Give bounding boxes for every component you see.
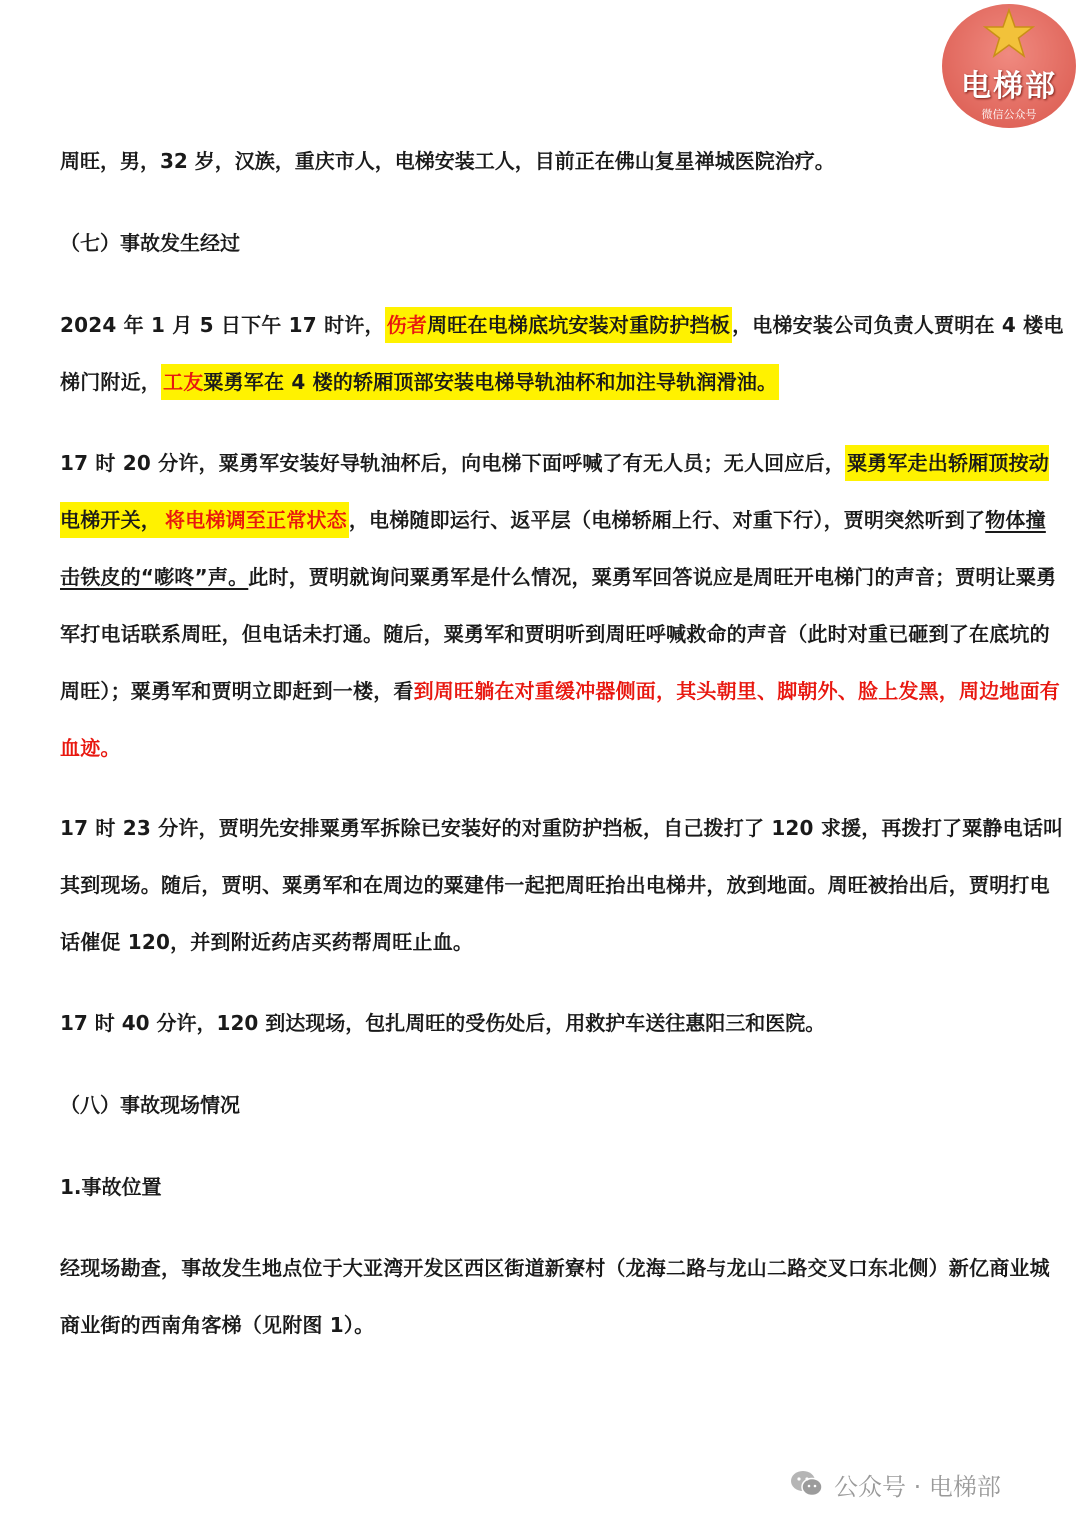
section-heading-8: （八）事故现场情况 [60, 1093, 240, 1117]
logo-badge [942, 4, 1076, 128]
paragraph-rescue: 17 时 23 分许，贾明先安排粟勇军拆除已安装好的对重防护挡板，自己拨打了 120 求援，再拨打了粟静电话叫其到现场。随后，贾明、粟勇军和在周边的粟建伟一起把周旺抬出电梯井，放到地面。周旺被抬出后，贾明打电话催促 120，并到附近药店买药帮周旺止血。 [60, 816, 1064, 954]
section-heading-7: （七）事故发生经过 [60, 231, 240, 255]
text-segment: ，电梯随即运行、返平层（电梯轿厢上行、对重下行），贾明突然听到了 [348, 508, 986, 532]
red-label-coworker: 工友 [163, 370, 204, 394]
highlight-normal-state: 将电梯调至正常状态 [163, 502, 349, 538]
paragraph-ambulance: 17 时 40 分许，120 到达现场，包扎周旺的受伤处后，用救护车送往惠阳三和医院。 [60, 1011, 826, 1035]
wechat-icon [790, 1469, 824, 1499]
text-segment: ，电梯安装公司负责人贾明在 4 楼电梯门附近， [60, 313, 1064, 394]
highlight-injured [385, 307, 732, 343]
text-segment: 此时，贾明就询问粟勇军是什么情况，粟勇军回答说应是周旺开电梯门的声音；贾明让粟勇军打电话联系周旺，但电话未打通。随后，粟勇军和贾明听到周旺呼喊救命的声音（此时对重已砸到了在底坑的周旺）；粟勇军和贾明立即赶到一楼，看 [60, 565, 1057, 703]
paragraph-victim-info: 周旺，男，32 岁，汉族，重庆市人，电梯安装工人，目前正在佛山复星禅城医院治疗。 [60, 149, 835, 173]
red-label-injured: 伤者 [386, 313, 428, 337]
underlined-sound: 物体撞击铁皮的“嘭咚”声。 [60, 508, 1046, 589]
star-icon [983, 8, 1035, 60]
paragraph-location: 经现场勘查，事故发生地点位于大亚湾开发区西区街道新寮村（龙海二路与龙山二路交叉口东北侧）新亿商业城商业街的西南角客梯（见附图 1）。 [60, 1256, 1050, 1337]
text-segment: 粟勇军在 4 楼的轿厢顶部安装电梯导轨油杯和加注导轨润滑油。 [203, 370, 778, 394]
subsection-heading-location: 1.事故位置 [60, 1175, 162, 1199]
red-text-found: 到周旺躺在对重缓冲器侧面，其头朝里、脚朝外、脸上发黑，周边地面有血迹。 [60, 679, 1061, 760]
text-segment: 周旺在电梯底坑安装对重防护挡板 [427, 313, 731, 337]
footer-text: 公众号 · 电梯部 [834, 1472, 1001, 1501]
text-segment: 17 时 20 分许，粟勇军安装好导轨油杯后，向电梯下面呼喊了有无人员；无人回应后， [60, 451, 845, 475]
footer-watermark [790, 1466, 1001, 1502]
highlight-switch: 粟勇军走出轿厢顶按动电梯开关， [60, 445, 1049, 538]
paragraph-accident-start [16, 297, 1064, 411]
logo-title: 电梯部 [961, 69, 1057, 104]
logo-subtitle: 微信公众号 [981, 108, 1037, 121]
text-segment: 2024 年 1 月 5 日下午 17 时许， [60, 313, 385, 337]
paragraph-accident-detail [16, 435, 1064, 777]
highlight-coworker [161, 364, 779, 400]
